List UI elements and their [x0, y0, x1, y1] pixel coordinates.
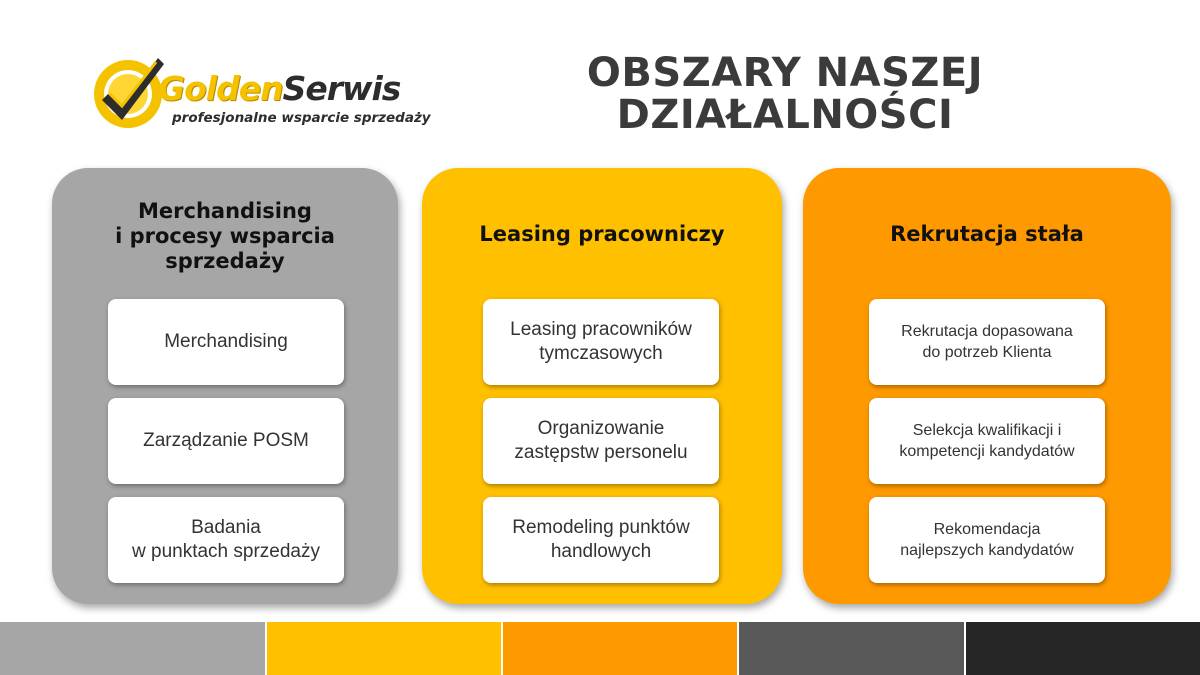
- service-card-tailored-recruitment: [869, 299, 1105, 385]
- logo-word-golden: Golden: [158, 69, 283, 108]
- panel-title: Leasing pracowniczy: [479, 222, 725, 246]
- service-card-research: [108, 497, 344, 583]
- page-title: [560, 52, 1010, 136]
- service-card-label: Merchandising: [164, 331, 288, 352]
- panel-title: Merchandising i procesy wsparcia sprzedaży: [115, 199, 335, 273]
- service-card-label: Rekrutacja dopasowana do potrzeb Klienta: [901, 323, 1073, 361]
- service-card-remodeling: [483, 497, 719, 583]
- golden-serwis-logo: [88, 50, 431, 136]
- panel-leasing: [422, 168, 782, 604]
- service-card-merchandising: [108, 299, 344, 385]
- service-card-label: Rekomendacja najlepszych kandydatów: [900, 521, 1074, 559]
- service-card-label: Remodeling punktów handlowych: [512, 517, 690, 562]
- service-card-label: Leasing pracowników tymczasowych: [510, 319, 692, 364]
- panel-merchandising: [52, 168, 398, 604]
- logo-tagline: profesjonalne wsparcie sprzedaży: [172, 110, 431, 126]
- bar-segment-charcoal: [966, 622, 1200, 675]
- service-card-label: Badania w punktach sprzedaży: [132, 517, 320, 562]
- service-card-substitutions: [483, 398, 719, 484]
- service-card-label: Organizowanie zastępstw personelu: [514, 418, 688, 463]
- service-card-recommendation: [869, 497, 1105, 583]
- bar-segment-gray: [0, 622, 265, 675]
- bar-segment-yellow: [267, 622, 501, 675]
- service-card-posm: [108, 398, 344, 484]
- panel-title: Rekrutacja stała: [890, 222, 1084, 246]
- bar-segment-orange: [503, 622, 737, 675]
- panel-recruitment: [803, 168, 1171, 604]
- service-card-label: Zarządzanie POSM: [143, 430, 309, 451]
- page-title-line-2: DZIAŁALNOŚCI: [616, 92, 954, 138]
- logo-word-serwis: Serwis: [282, 69, 401, 108]
- service-card-label: Selekcja kwalifikacji i kompetencji kandydatów: [899, 422, 1075, 460]
- logo-wordmark: [158, 69, 401, 108]
- service-card-selection: [869, 398, 1105, 484]
- bar-segment-dark-gray: [739, 622, 964, 675]
- bottom-color-bar: [0, 622, 1200, 675]
- page-title-line-1: OBSZARY NASZEJ: [586, 50, 984, 96]
- service-card-temporary-staff: [483, 299, 719, 385]
